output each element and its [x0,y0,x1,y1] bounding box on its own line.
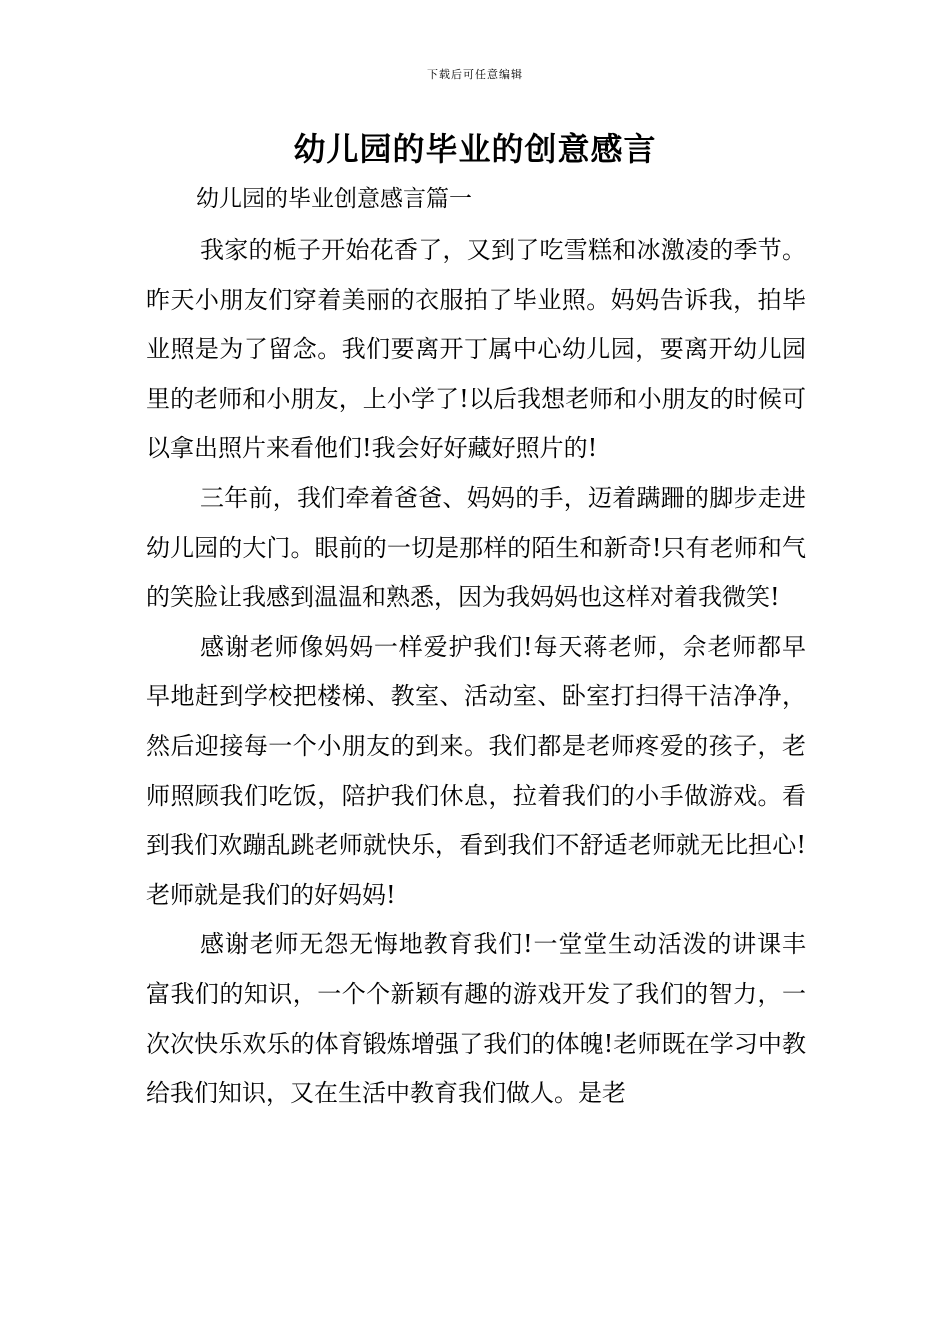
paragraph: 我家的栀子开始花香了，又到了吃雪糕和冰激凌的季节。昨天小朋友们穿着美丽的衣服拍了毕业照。妈妈告诉我，拍毕业照是为了留念。我们要离开丁属中心幼儿园，要离开幼儿园里的老师和小朋友，上小学了!以后我想老师和小朋友的时候可以拿出照片来看他们!我会好好藏好照片的! [146,236,806,463]
section-subtitle: 幼儿园的毕业创意感言篇一 [196,186,472,212]
page-title: 幼儿园的毕业的创意感言 [293,130,657,168]
paragraph: 三年前，我们牵着爸爸、妈妈的手，迈着蹒跚的脚步走进幼儿园的大门。眼前的一切是那样的陌生和新奇!只有老师和气的笑脸让我感到温温和熟悉，因为我妈妈也这样对着我微笑! [146,483,806,612]
header-note: 下载后可任意编辑 [427,68,523,81]
paragraph: 感谢老师像妈妈一样爱护我们!每天蒋老师，佘老师都早早地赶到学校把楼梯、教室、活动室、卧室打扫得干洁净净，然后迎接每一个小朋友的到来。我们都是老师疼爱的孩子，老师照顾我们吃饭，陪护我们休息，拉着我们的小手做游戏。看到我们欢蹦乱跳老师就快乐，看到我们不舒适老师就无比担心!老师就是我们的好妈妈! [146,632,806,909]
paragraph: 感谢老师无怨无悔地教育我们!一堂堂生动活泼的讲课丰富我们的知识，一个个新颖有趣的游戏开发了我们的智力，一次次快乐欢乐的体育锻炼增强了我们的体魄!老师既在学习中教给我们知识，又在生活中教育我们做人。是老 [146,930,806,1108]
body-text [146,226,806,1119]
